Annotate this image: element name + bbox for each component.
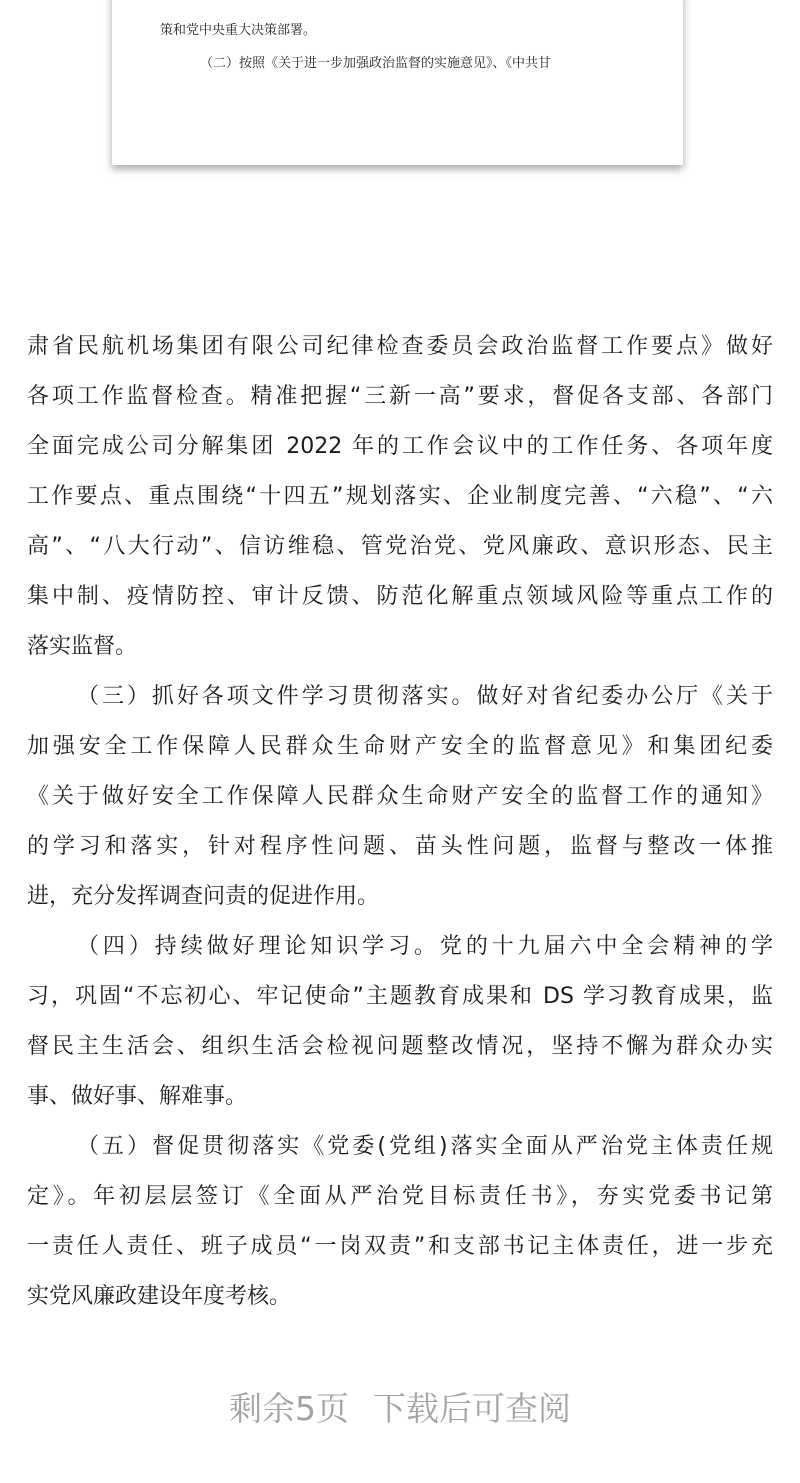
- text-line: （四）持续做好理论知识学习。党的十九届六中全会精神的学: [77, 934, 773, 959]
- text-line: 肃省民航机场集团有限公司纪律检查委员会政治监督工作要点》做好: [27, 334, 773, 359]
- text-line: 的学习和落实，针对程序性问题、苗头性问题，监督与整改一体推: [27, 834, 773, 859]
- text-line: 加强安全工作保障人民群众生命财产安全的监督意见》和集团纪委: [27, 734, 773, 759]
- text-line: 进，充分发挥调查问责的促进作用。: [27, 884, 380, 909]
- text-line: 事、做好事、解难事。: [27, 1084, 248, 1109]
- text-line: 《关于做好安全工作保障人民群众生命财产安全的监督工作的通知》: [27, 784, 773, 809]
- text-line: 集中制、疫情防控、审计反馈、防范化解重点领域风险等重点工作的: [27, 584, 773, 609]
- text-line: （五）督促贯彻落实《党委(党组)落实全面从严治党主体责任规: [77, 1134, 773, 1159]
- download-prompt[interactable]: [0, 1383, 800, 1430]
- preview-line: （二）按照《关于进一步加强政治监督的实施意见》、《中共甘: [200, 56, 552, 71]
- text-line: （三）抓好各项文件学习贯彻落实。做好对省纪委办公厅《关于: [77, 684, 773, 709]
- text-line: 实党风廉政建设年度考核。: [27, 1284, 292, 1309]
- text-line: 一责任人责任、班子成员“一岗双责”和支部书记主体责任，进一步充: [27, 1234, 773, 1259]
- preview-line: 策和党中央重大决策部署。: [160, 23, 317, 38]
- text-line: 定》。年初层层签订《全面从严治党目标责任书》，夯实党委书记第: [27, 1184, 773, 1209]
- document-preview-card: [112, 0, 683, 165]
- document-body: [27, 326, 773, 1326]
- text-line: 工作要点、重点围绕“十四五”规划落实、企业制度完善、“六稳”、“六: [27, 484, 773, 509]
- text-line: 各项工作监督检查。精准把握“三新一高”要求，督促各支部、各部门: [27, 384, 773, 409]
- text-line: 落实监督。: [27, 634, 138, 659]
- download-to-view-label: 下载后可查阅: [373, 1389, 571, 1428]
- remaining-pages-label: 剩余5页: [229, 1389, 349, 1428]
- text-line: 习，巩固“不忘初心、牢记使命”主题教育成果和 DS 学习教育成果，监: [27, 984, 773, 1009]
- text-line: 全面完成公司分解集团 2022 年的工作会议中的工作任务、各项年度: [27, 434, 773, 459]
- text-line: 督民主生活会、组织生活会检视问题整改情况，坚持不懈为群众办实: [27, 1034, 773, 1059]
- text-line: 高”、“八大行动”、信访维稳、管党治党、党风廉政、意识形态、民主: [27, 534, 773, 559]
